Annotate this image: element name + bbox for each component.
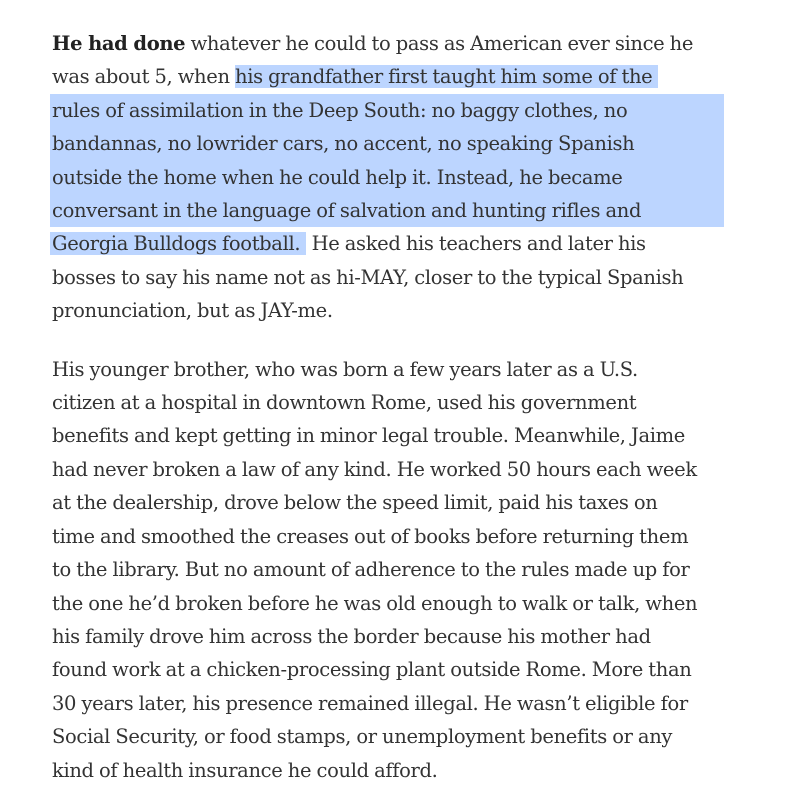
highlighted-line: conversant in the language of salvation and hunting rifles and — [50, 194, 724, 227]
text-line — [52, 60, 752, 93]
text-line: the one he’d broken before he was old enough to walk or talk, when — [52, 591, 698, 615]
article-body — [52, 27, 752, 787]
text-line — [52, 27, 752, 60]
lede-phrase: He had done — [52, 32, 186, 55]
text-line: to the library. But no amount of adherence to the rules made up for — [52, 558, 690, 582]
text-line: found work at a chicken-processing plant outside Rome. More than — [52, 658, 692, 682]
text-line: his family drove him across the border because his mother had — [52, 624, 651, 648]
text-line: His younger brother, who was born a few years later as a U.S. — [52, 357, 638, 381]
text-line: at the dealership, drove below the speed limit, paid his taxes on — [52, 491, 658, 515]
text-span: whatever he could to pass as American ever since he — [185, 32, 694, 55]
text-line: kind of health insurance he could afford. — [52, 758, 438, 782]
paragraph-2 — [52, 353, 752, 787]
highlighted-line: rules of assimilation in the Deep South: no baggy clothes, no — [50, 94, 724, 127]
text-line: benefits and kept getting in minor legal trouble. Meanwhile, Jaime — [52, 424, 685, 448]
text-line: had never broken a law of any kind. He worked 50 hours each week — [52, 457, 697, 481]
text-line: bosses to say his name not as hi-MAY, closer to the typical Spanish — [52, 265, 684, 289]
text-line: 30 years later, his presence remained illegal. He wasn’t eligible for — [52, 691, 688, 715]
text-line: citizen at a hospital in downtown Rome, used his government — [52, 391, 637, 415]
highlighted-selection: Georgia Bulldogs football. — [50, 232, 306, 255]
text-span: He asked his teachers and later his — [306, 232, 646, 256]
text-line: Social Security, or food stamps, or unemployment benefits or any — [52, 725, 673, 749]
text-line — [52, 227, 752, 260]
highlighted-line: outside the home when he could help it. Instead, he became — [50, 161, 724, 194]
paragraph-1 — [52, 27, 752, 328]
highlighted-selection: his grandfather first taught him some of the — [235, 65, 658, 88]
highlighted-line: bandannas, no lowrider cars, no accent, no speaking Spanish — [50, 127, 724, 160]
text-line: time and smoothed the creases out of books before returning them — [52, 524, 689, 548]
text-span: was about 5, when — [52, 65, 236, 89]
text-line: pronunciation, but as JAY-me. — [52, 299, 333, 323]
